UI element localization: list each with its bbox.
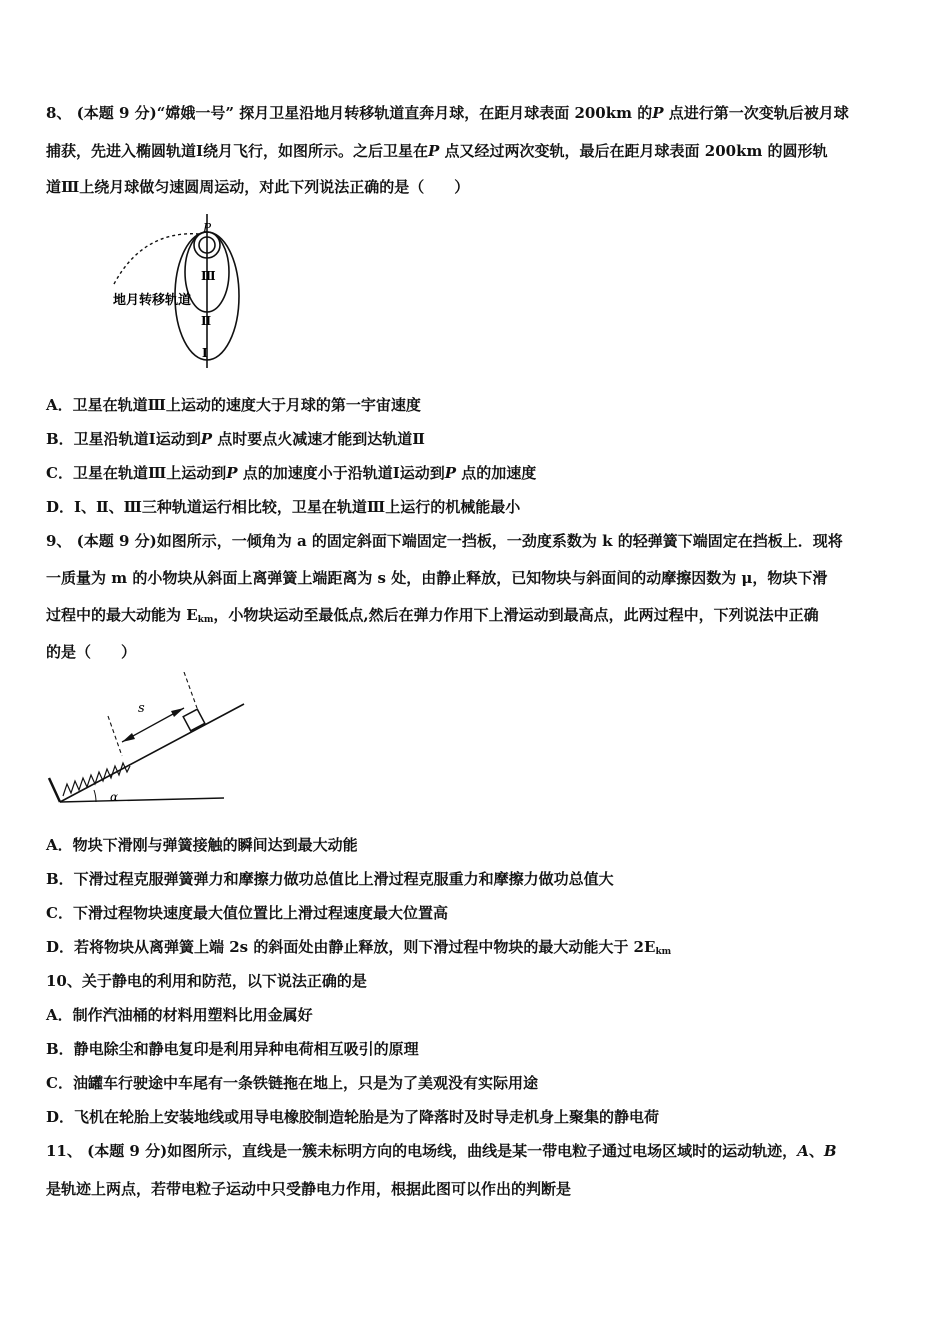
- q8-stem-line1: 8、 (本题 9 分)“嫦娥一号” 探月卫星沿地月转移轨道直奔月球，在距月球表面 200km 的P 点进行第一次变轨后被月球: [46, 104, 849, 122]
- label-I: Ⅰ: [202, 346, 208, 360]
- q10-option-b: B．静电除尘和静电复印是利用异种电荷相互吸引的原理: [46, 1040, 419, 1058]
- incline-surface: [60, 704, 244, 802]
- arrow-head-lower: [122, 733, 135, 742]
- q8-stem-line2: 捕获，先进入椭圆轨道Ⅰ绕月飞行，如图所示。之后卫星在P 点又经过两次变轨，最后在距月球表面 200km 的圆形轨: [46, 142, 828, 160]
- label-alpha: α: [110, 790, 119, 804]
- q8-option-b: B．卫星沿轨道Ⅰ运动到P 点时要点火减速才能到达轨道Ⅱ: [46, 430, 425, 448]
- q9-stem-line4: 的是（ ）: [46, 643, 137, 661]
- angle-arc: [94, 790, 96, 802]
- q8-option-d: D．Ⅰ、Ⅱ、Ⅲ三种轨道运行相比较，卫星在轨道Ⅲ上运行的机械能最小: [46, 498, 521, 516]
- q10-option-c: C．油罐车行驶途中车尾有一条铁链拖在地上，只是为了美观没有实际用途: [46, 1074, 538, 1092]
- dashed-mark-top: [184, 672, 197, 708]
- label-II: Ⅱ: [201, 314, 212, 328]
- q8-stem-line3: 道Ⅲ上绕月球做匀速圆周运动，对此下列说法正确的是（ ）: [46, 178, 470, 196]
- q9-stem-line1: 9、 (本题 9 分)如图所示，一倾角为 a 的固定斜面下端固定一挡板，一劲度系数为 k 的轻弹簧下端固定在挡板上．现将: [46, 532, 843, 550]
- spring: [63, 763, 130, 796]
- q8-orbit-figure: [48, 212, 258, 372]
- stopper-plate: [49, 778, 60, 802]
- q9-stem-line3: 过程中的最大动能为 $E_{km}$，小物块运动至最低点,然后在弹力作用下上滑运动到最高点，此两过程中，下列说法中正确: [46, 606, 819, 625]
- q10-stem: 10、关于静电的利用和防范，以下说法正确的是: [46, 972, 367, 990]
- q11-stem-line1: 11、 (本题 9 分)如图所示，直线是一簇未标明方向的电场线，曲线是某一带电粒子通过电场区域时的运动轨迹，A、B: [46, 1142, 837, 1160]
- q10-option-a: A．制作汽油桶的材料用塑料比用金属好: [46, 1006, 313, 1024]
- label-III: Ⅲ: [201, 269, 216, 283]
- block: [183, 709, 205, 731]
- label-P: P: [203, 221, 212, 235]
- dashed-mark-bottom: [108, 716, 122, 756]
- q9-option-d: D．若将物块从离弹簧上端 2s 的斜面处由静止释放，则下滑过程中物块的最大动能大于 $2E_{km}$: [46, 938, 672, 957]
- arrow-head-upper: [171, 708, 184, 717]
- q8-option-c: C．卫星在轨道Ⅲ上运动到P 点的加速度小于沿轨道Ⅰ运动到P 点的加速度: [46, 464, 537, 482]
- q9-incline-figure: [46, 672, 246, 812]
- label-transfer-orbit: 地月转移轨道: [112, 293, 192, 308]
- q9-option-a: A．物块下滑刚与弹簧接触的瞬间达到最大动能: [46, 836, 358, 854]
- ground-line: [60, 798, 224, 802]
- q8-option-a: A．卫星在轨道Ⅲ上运动的速度大于月球的第一宇宙速度: [46, 396, 421, 414]
- transfer-orbit-path: [114, 234, 200, 284]
- q11-stem-line2: 是轨迹上两点，若带电粒子运动中只受静电力作用，根据此图可以作出的判断是: [46, 1180, 572, 1198]
- q10-option-d: D．飞机在轮胎上安装地线或用导电橡胶制造轮胎是为了降落时及时导走机身上聚集的静电荷: [46, 1108, 660, 1126]
- q9-option-b: B．下滑过程克服弹簧弹力和摩擦力做功总值比上滑过程克服重力和摩擦力做功总值大: [46, 870, 614, 888]
- q9-stem-line2: 一质量为 m 的小物块从斜面上离弹簧上端距离为 s 处，由静止释放，已知物块与斜面间的动摩擦因数为 μ，物块下滑: [46, 569, 828, 587]
- q9-option-c: C．下滑过程物块速度最大值位置比上滑过程速度最大位置高: [46, 904, 448, 922]
- label-s: s: [138, 701, 145, 716]
